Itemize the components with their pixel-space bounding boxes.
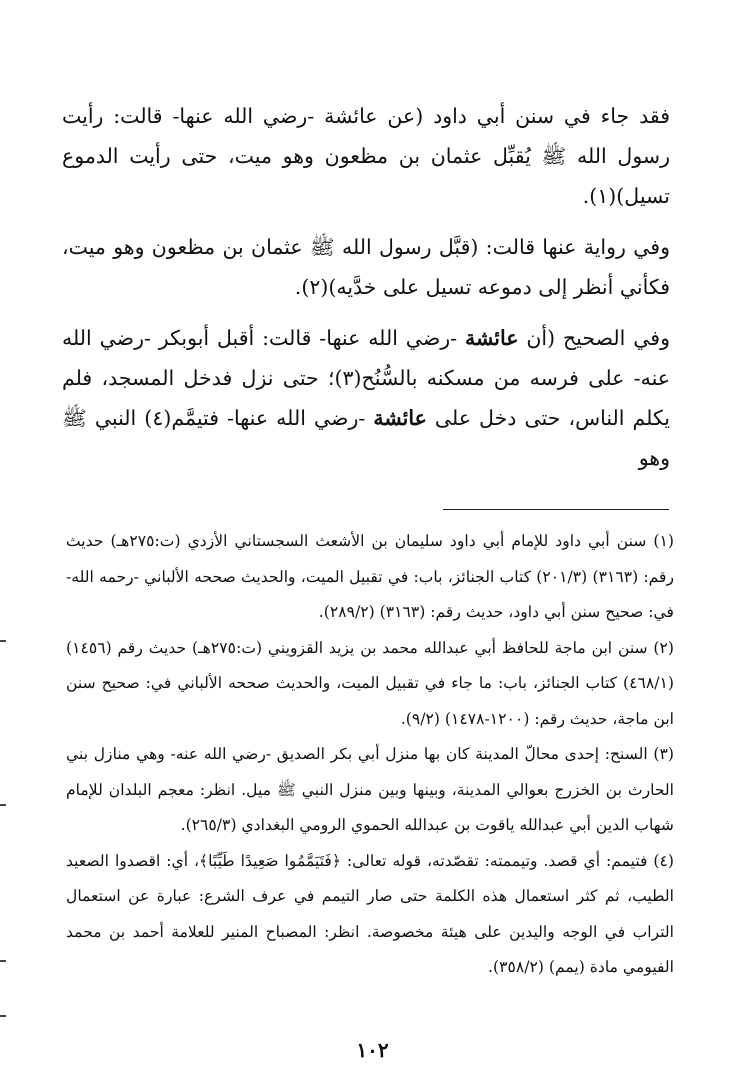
footnote-4: (٤) فتيمم: أي قصد. وتيممته: تقصّدته، قوله تعالى: ﴿فَتَيَمَّمُوا صَعِيدًا طَيِّبًا﴾، أي: اقصدوا الصعيد الطيب، ثم كثر استعمال هذه الكلمة حتى صار التيمم في عرف الشرع: عبارة عن استعمال التراب في الوجه واليدين على هيئة مخصوصة. انظر: المصباح المنير للعلامة أحمد بن محمد الفيومي مادة (يمم) (٣٥٨/٢).	[66, 851, 674, 976]
margin-mark	[0, 804, 6, 806]
paragraph-3-middle: -رضي الله عنها- قالت: أقبل أبوبكر -رضي الله عنه- على فرسه من مسكنه بالسُّنُح(٣)؛ حتى نزل فدخل المسجد، فلم يكلم الناس، حتى دخل على	[62, 326, 670, 430]
margin-mark	[0, 960, 6, 962]
footnote-1: (١) سنن أبي داود للإمام أبي داود سليمان بن الأشعث السجستاني الأزدي (ت:٢٧٥هـ) حديث رقم: (٣١٦٣) (٢٠١/٣) كتاب الجنائز، باب: في تقبيل الميت، والحديث صححه الألباني -رحمه الله- في: صحيح سنن أبي داود، حديث رقم: (٣١٦٣) (٢٨٩/٢).	[66, 532, 674, 621]
name-aisha: عائشة	[464, 326, 519, 350]
paragraph-3-start: وفي الصحيح (أن	[518, 326, 670, 350]
footnote-2: (٢) سنن ابن ماجة للحافظ أبي عبدالله محمد بن يزيد القزويني (ت:٢٧٥هـ) حديث رقم (١٤٥٦) (٤٦٨/١) كتاب الجنائز، باب: ما جاء في تقبيل الميت، والحديث صححه الألباني في: صحيح سنن ابن ماجة، حديث رقم: (١٢٠٠-١٤٧٨) (٩/٢).	[66, 638, 675, 728]
footnote-separator	[443, 509, 669, 510]
page-number: ١٠٢	[356, 1038, 389, 1062]
name-aisha-2: عائشة	[373, 406, 427, 430]
main-text	[62, 96, 670, 489]
footnotes	[66, 524, 674, 986]
paragraph-3	[62, 318, 670, 478]
paragraph-1: فقد جاء في سنن أبي داود (عن عائشة -رضي الله عنها- قالت: رأيت رسول الله ﷺ يُقبِّل عثمان بن مظعون وهو ميت، حتى رأيت الدموع تسيل)(١).	[62, 104, 670, 208]
paragraph-2: وفي رواية عنها قالت: (قبَّل رسول الله ﷺ عثمان بن مظعون وهو ميت، فكأني أنظر إلى دموعه تسيل على خدَّيه)(٢).	[62, 235, 670, 299]
margin-mark	[0, 640, 6, 642]
paragraph-3-end: -رضي الله عنها- فتيمَّم(٤) النبي ﷺ وهو	[62, 406, 670, 470]
footnote-3: (٣) السنح: إحدى محالّ المدينة كان بها منزل أبي بكر الصديق -رضي الله عنه- وهي منازل بني الحارث بن الخزرج بعوالي المدينة، وبينها وبين منزل النبي ﷺ ميل. انظر: معجم البلدان للإمام شهاب الدين أبي عبدالله ياقوت بن عبدالله الحموي الرومي البغدادي (٢٦٥/٣).	[66, 745, 674, 834]
margin-mark	[0, 1015, 6, 1017]
